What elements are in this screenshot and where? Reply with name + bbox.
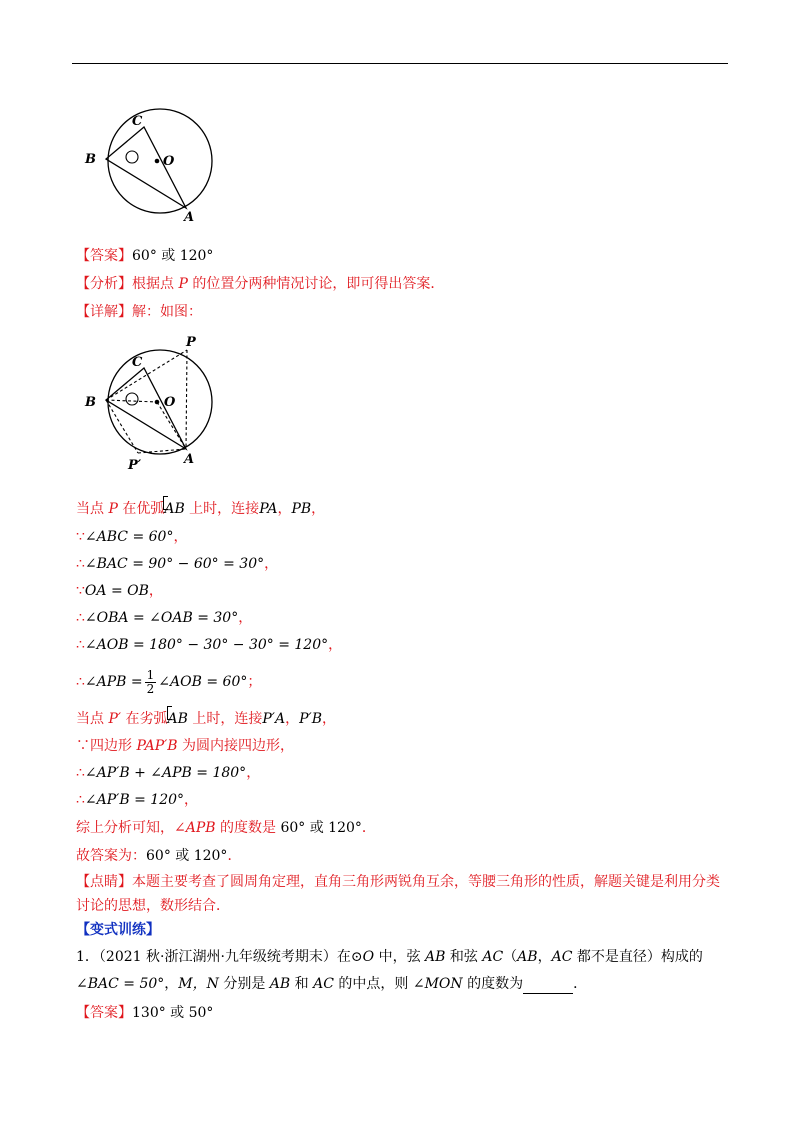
step-8-ppb: P′B (299, 711, 322, 727)
q1-ac-2: AC (551, 949, 573, 965)
therefore-symbol: ∴ (76, 674, 85, 690)
step-8-ppa: P′A (262, 711, 286, 727)
answer-2-tag: 【答案】 (76, 1005, 132, 1021)
step-1-point: P (108, 501, 118, 517)
question-1-line-2 (76, 974, 587, 994)
step-5 (76, 608, 252, 628)
q1-text-2e: 的度数为 (462, 976, 524, 992)
step-3 (76, 554, 278, 574)
because-symbol: ∵ (76, 583, 85, 599)
step-2-math: ∠ABC = 60° (84, 529, 174, 545)
comment-line-2 (76, 896, 230, 916)
circle-o-symbol: ⊙O (350, 949, 375, 965)
analysis-tag: 【分析】 (76, 276, 132, 292)
therefore-symbol: ∴ (76, 765, 85, 781)
step-4 (76, 581, 163, 601)
figure-1-circle-diagram (80, 105, 230, 225)
analysis-text-post: 的位置分两种情况讨论，即可得出答案． (187, 276, 445, 292)
step-1-text: 当点 (76, 501, 109, 517)
answer-value: 60° 或 120° (132, 248, 214, 264)
step-7 (76, 668, 261, 696)
step-10 (76, 763, 260, 783)
fig2-label-a: A (184, 452, 195, 467)
q1-text-b: 中，弦 (374, 949, 426, 965)
q1-text-f: 都不是直径）构成的 (572, 949, 703, 965)
step-1-end: ， (311, 501, 326, 517)
variant-heading (76, 920, 160, 940)
because-symbol: ∵ (76, 529, 85, 545)
analysis-point: P (178, 276, 188, 292)
step-4-end: ， (148, 583, 163, 599)
variant-tag: 【变式训练】 (76, 922, 160, 938)
q1-ab: AB (425, 949, 446, 965)
step-4-math: OA = OB (84, 583, 149, 599)
answer-line (76, 246, 213, 266)
q1-angle-mon: ∠MON (412, 976, 463, 992)
step-13-value: 60° 或 120° (146, 848, 228, 864)
question-source: （2021 秋·浙江湖州·九年级统考期末）在 (98, 949, 351, 965)
comment-tag: 【点睛】 (76, 874, 132, 890)
step-1-sep: ， (277, 501, 292, 517)
analysis-line (76, 274, 444, 294)
step-1 (76, 499, 325, 519)
step-8-sep: ， (285, 711, 300, 727)
fraction-numerator: 1 (146, 667, 155, 682)
step-3-end: ， (264, 556, 279, 572)
therefore-symbol: ∴ (76, 610, 85, 626)
fig2-label-p: P (186, 335, 196, 350)
answer-blank (523, 979, 573, 994)
step-8-text: 当点 (76, 711, 109, 727)
answer-2-line (76, 1003, 213, 1023)
step-9-quadrilateral: PAP′B (136, 738, 178, 754)
detail-text: 解：如图： (132, 304, 202, 320)
fraction-one-half (145, 669, 157, 696)
step-11 (76, 790, 198, 810)
step-9-text: 四边形 (90, 738, 137, 754)
step-13-end: ． (227, 848, 242, 864)
q1-ab-3: AB (269, 976, 291, 992)
q1-text-2a: ， (164, 976, 179, 992)
step-1-pa: PA (259, 501, 278, 517)
fig2-label-o: O (164, 395, 176, 410)
step-7-end: ； (247, 674, 262, 690)
q1-text-2b: 分别是 (218, 976, 270, 992)
step-8 (76, 709, 336, 729)
question-1-line-1 (76, 947, 703, 967)
step-7-math-post: ∠AOB = 60° (158, 674, 248, 690)
step-12-text-mid: 的度数是 (215, 820, 281, 836)
therefore-symbol: ∴ (76, 637, 85, 653)
step-13 (76, 846, 241, 866)
step-10-end: ， (246, 765, 261, 781)
q1-text-e: ， (537, 949, 552, 965)
step-8-end: ， (321, 711, 336, 727)
because-symbol: ∵ (76, 738, 90, 754)
q1-ac: AC (482, 949, 504, 965)
comment-line-1 (76, 872, 720, 892)
q1-text-d: （ (503, 949, 518, 965)
step-6-end: ， (328, 637, 343, 653)
step-5-math: ∠OBA = ∠OAB = 30° (84, 610, 239, 626)
answer-tag: 【答案】 (76, 248, 132, 264)
step-2 (76, 527, 187, 547)
q1-text-2d: 的中点，则 (333, 976, 413, 992)
detail-tag: 【详解】 (76, 304, 132, 320)
q1-ab-2: AB (517, 949, 538, 965)
step-8-text-mid: 在劣弧 (121, 711, 168, 727)
fig1-label-b: B (85, 152, 96, 167)
step-12-math: ∠APB (174, 820, 216, 836)
step-8-text-post: 上时，连接 (187, 711, 263, 727)
q1-text-c: 和弦 (445, 949, 483, 965)
step-1-text-mid: 在优弧 (117, 501, 165, 517)
therefore-symbol: ∴ (76, 792, 85, 808)
analysis-text-pre: 根据点 (132, 276, 179, 292)
step-1-arc-ab: AB (164, 501, 185, 517)
figure-2-circle-diagram (80, 332, 230, 477)
step-13-text: 故答案为： (76, 848, 146, 864)
q1-angle-bac: ∠BAC = 50° (76, 976, 165, 992)
q1-mn: M，N (178, 976, 219, 992)
step-12-end: ． (361, 820, 376, 836)
step-9 (76, 736, 294, 756)
step-9-text-post: 为圆内接四边形， (177, 738, 295, 754)
therefore-symbol: ∴ (76, 556, 85, 572)
step-1-text-post: 上时，连接 (184, 501, 260, 517)
step-11-end: ， (184, 792, 199, 808)
step-6 (76, 635, 342, 655)
q1-ac-3: AC (313, 976, 334, 992)
comment-text-2: 讨论的思想，数形结合． (76, 898, 230, 914)
fig1-label-c: C (132, 114, 143, 129)
step-6-math: ∠AOB = 180° − 30° − 30° = 120° (84, 637, 329, 653)
step-11-math: ∠AP′B = 120° (84, 792, 185, 808)
step-3-math: ∠BAC = 90° − 60° = 30° (84, 556, 265, 572)
fig2-label-c: C (132, 355, 143, 370)
question-number: 1． (76, 949, 99, 965)
answer-2-value: 130° 或 50° (132, 1005, 214, 1021)
step-8-point: P′ (108, 711, 122, 727)
step-5-end: ， (238, 610, 253, 626)
comment-text-1: 本题主要考查了圆周角定理，直角三角形两锐角互余，等腰三角形的性质，解题关键是利用分类 (132, 874, 720, 890)
step-12 (76, 818, 376, 838)
header-rule (72, 63, 728, 64)
fig2-label-b: B (85, 395, 96, 410)
q1-end: ． (573, 976, 588, 992)
fig1-label-o: O (163, 154, 175, 169)
step-12-text: 综上分析可知， (76, 820, 174, 836)
step-10-math: ∠AP′B + ∠APB = 180° (84, 765, 247, 781)
step-7-math-pre: ∠APB = (84, 674, 143, 690)
detail-line (76, 302, 202, 322)
step-8-arc-ab: AB (167, 711, 188, 727)
fig2-label-p-prime: P′ (128, 458, 142, 473)
fraction-denominator: 2 (146, 681, 155, 696)
fig1-label-a: A (184, 210, 195, 225)
step-2-end: ， (173, 529, 188, 545)
step-1-pb: PB (291, 501, 312, 517)
q1-text-2c: 和 (290, 976, 314, 992)
step-12-value: 60° 或 120° (280, 820, 362, 836)
